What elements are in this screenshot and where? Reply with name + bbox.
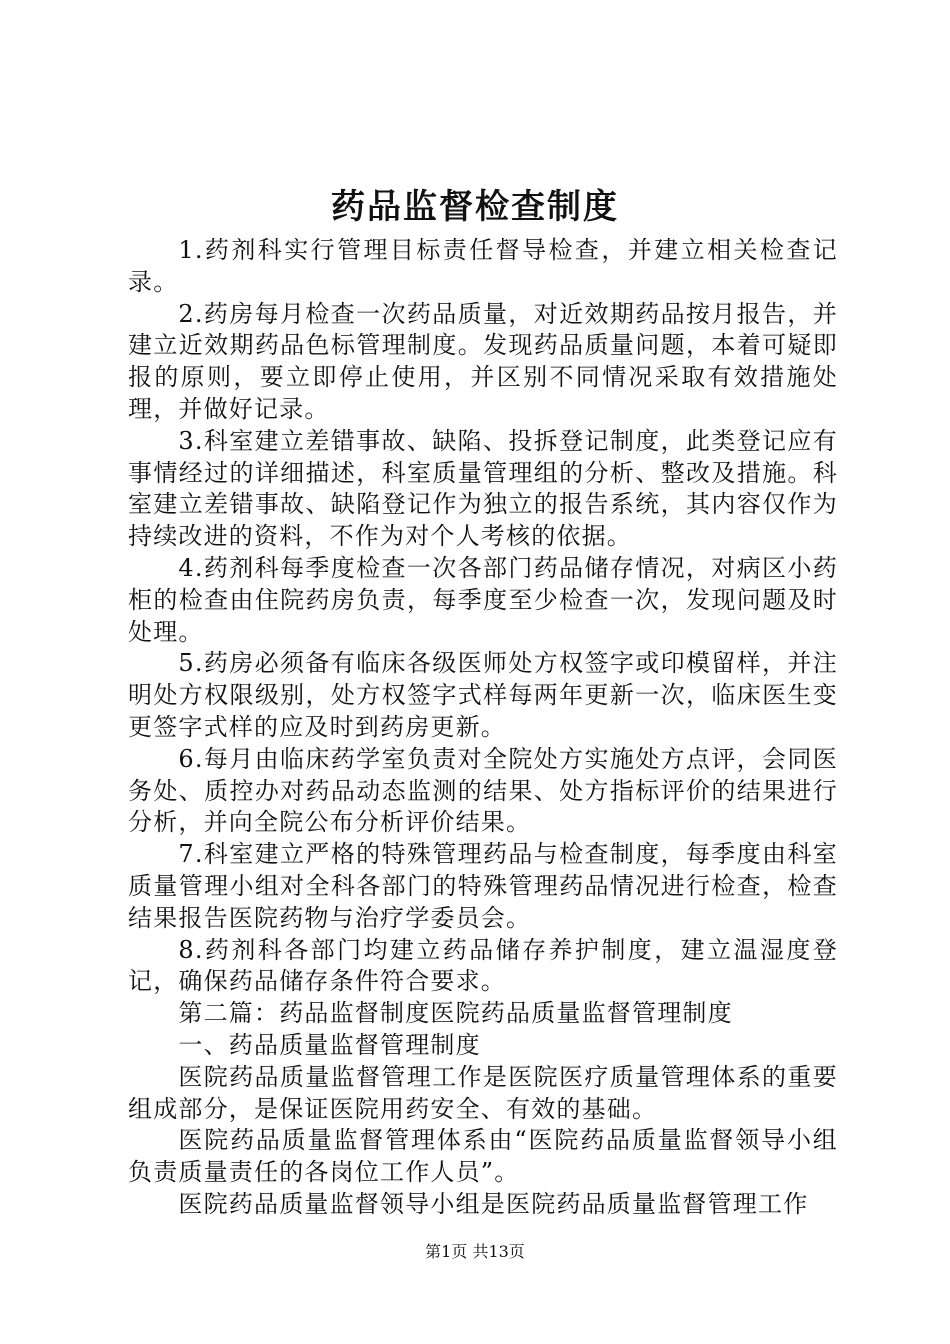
paragraph: 2.药房每月检查一次药品质量，对近效期药品按月报告，并建立近效期药品色标管理制度。发现药品质量问题，本着可疑即报的原则，要立即停止使用，并区别不同情况采取有效措施处理，并做好记录。 [128,299,838,423]
section-heading: 第二篇：药品监督制度医院药品质量监督管理制度 [178,999,733,1028]
document-title: 药品监督检查制度 [331,187,619,227]
paragraph: 7.科室建立严格的特殊管理药品与检查制度，每季度由科室质量管理小组对全科各部门的特殊管理药品情况进行检查，检查结果报告医院药物与治疗学委员会。 [128,840,838,932]
paragraph: 4.药剂科每季度检查一次各部门药品储存情况，对病区小药柜的检查由住院药房负责，每季度至少检查一次，发现问题及时处理。 [128,553,838,646]
paragraph: 3.科室建立差错事故、缺陷、投拆登记制度，此类登记应有事情经过的详细描述，科室质量管理组的分析、整改及措施。科室建立差错事故、缺陷登记作为独立的报告系统，其内容仅作为持续改进的资料，不作为对个人考核的依据。 [128,426,838,551]
document-body [128,235,838,1221]
paragraph: 医院药品质量监督管理工作是医院医疗质量管理体系的重要组成部分，是保证医院用药安全、有效的基础。 [128,1062,838,1123]
paragraph: 医院药品质量监督管理体系由“医院药品质量监督领导小组负责质量责任的各岗位工作人员”。 [128,1126,838,1187]
paragraph: 5.药房必须备有临床各级医师处方权签字或印模留样，并注明处方权限级别，处方权签字式样每两年更新一次，临床医生变更签字式样的应及时到药房更新。 [128,649,838,741]
paragraph: 8.药剂科各部门均建立药品储存养护制度，建立温湿度登记，确保药品储存条件符合要求。 [128,935,838,996]
subsection-heading: 一、药品质量监督管理制度 [178,1030,481,1059]
page-footer: 第1页 共13页 [425,1242,525,1261]
paragraph: 6.每月由临床药学室负责对全院处方实施处方点评，会同医务处、质控办对药品动态监测的结果、处方指标评价的结果进行分析，并向全院公布分析评价结果。 [128,744,838,837]
paragraph: 医院药品质量监督领导小组是医院药品质量监督管理工作 [178,1189,809,1218]
paragraph: 1.药剂科实行管理目标责任督导检查，并建立相关检查记录。 [128,236,838,296]
